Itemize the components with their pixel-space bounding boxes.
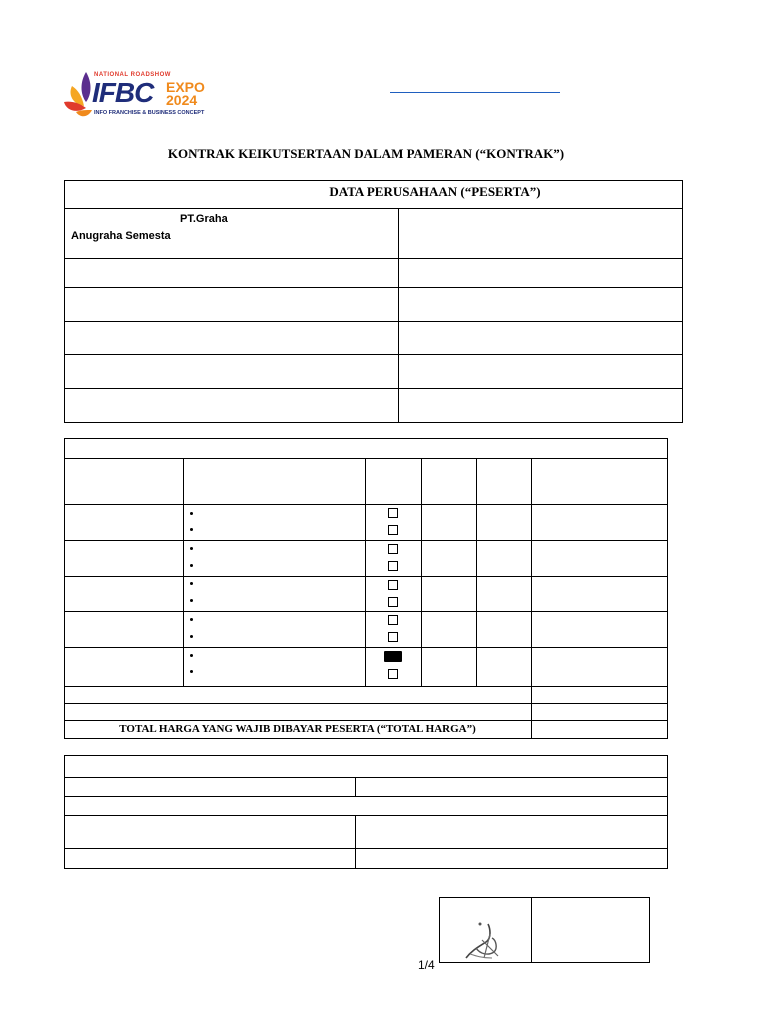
option-checkbox[interactable]	[388, 615, 398, 625]
signature-initial-icon	[462, 918, 506, 962]
page-number: 1/4	[418, 958, 435, 972]
contract-title: KONTRAK KEIKUTSERTAAN DALAM PAMERAN (“KONTRAK”)	[167, 146, 565, 161]
logo-year: 2024	[166, 92, 198, 108]
company-data-table	[64, 180, 683, 423]
ifbc-logo	[62, 68, 212, 124]
logo-tagline: INFO FRANCHISE & BUSINESS CONCEPT	[94, 110, 205, 116]
checked-checkbox[interactable]	[384, 651, 402, 662]
option-checkbox[interactable]	[388, 597, 398, 607]
option-checkbox[interactable]	[388, 508, 398, 518]
option-checkbox[interactable]	[388, 544, 398, 554]
logo-brand: IFBC	[92, 77, 154, 108]
company-name-line2: Anugraha Semesta	[71, 230, 171, 242]
total-price-label: TOTAL HARGA YANG WAJIB DIBAYAR PESERTA (“TOTAL HARGA”)	[119, 723, 476, 735]
option-checkbox[interactable]	[388, 632, 398, 642]
company-name-line1: PT.Graha	[180, 213, 228, 225]
option-checkbox[interactable]	[388, 580, 398, 590]
logo-expo: EXPO	[166, 79, 205, 95]
option-checkbox[interactable]	[388, 525, 398, 535]
option-checkbox[interactable]	[388, 669, 398, 679]
option-checkbox[interactable]	[388, 561, 398, 571]
header-link-line[interactable]	[390, 92, 560, 93]
payment-table	[64, 755, 668, 869]
logo-top-text: NATIONAL ROADSHOW	[94, 72, 171, 78]
pricing-table	[64, 438, 668, 739]
company-section-title: DATA PERUSAHAAN (“PESERTA”)	[329, 184, 541, 199]
